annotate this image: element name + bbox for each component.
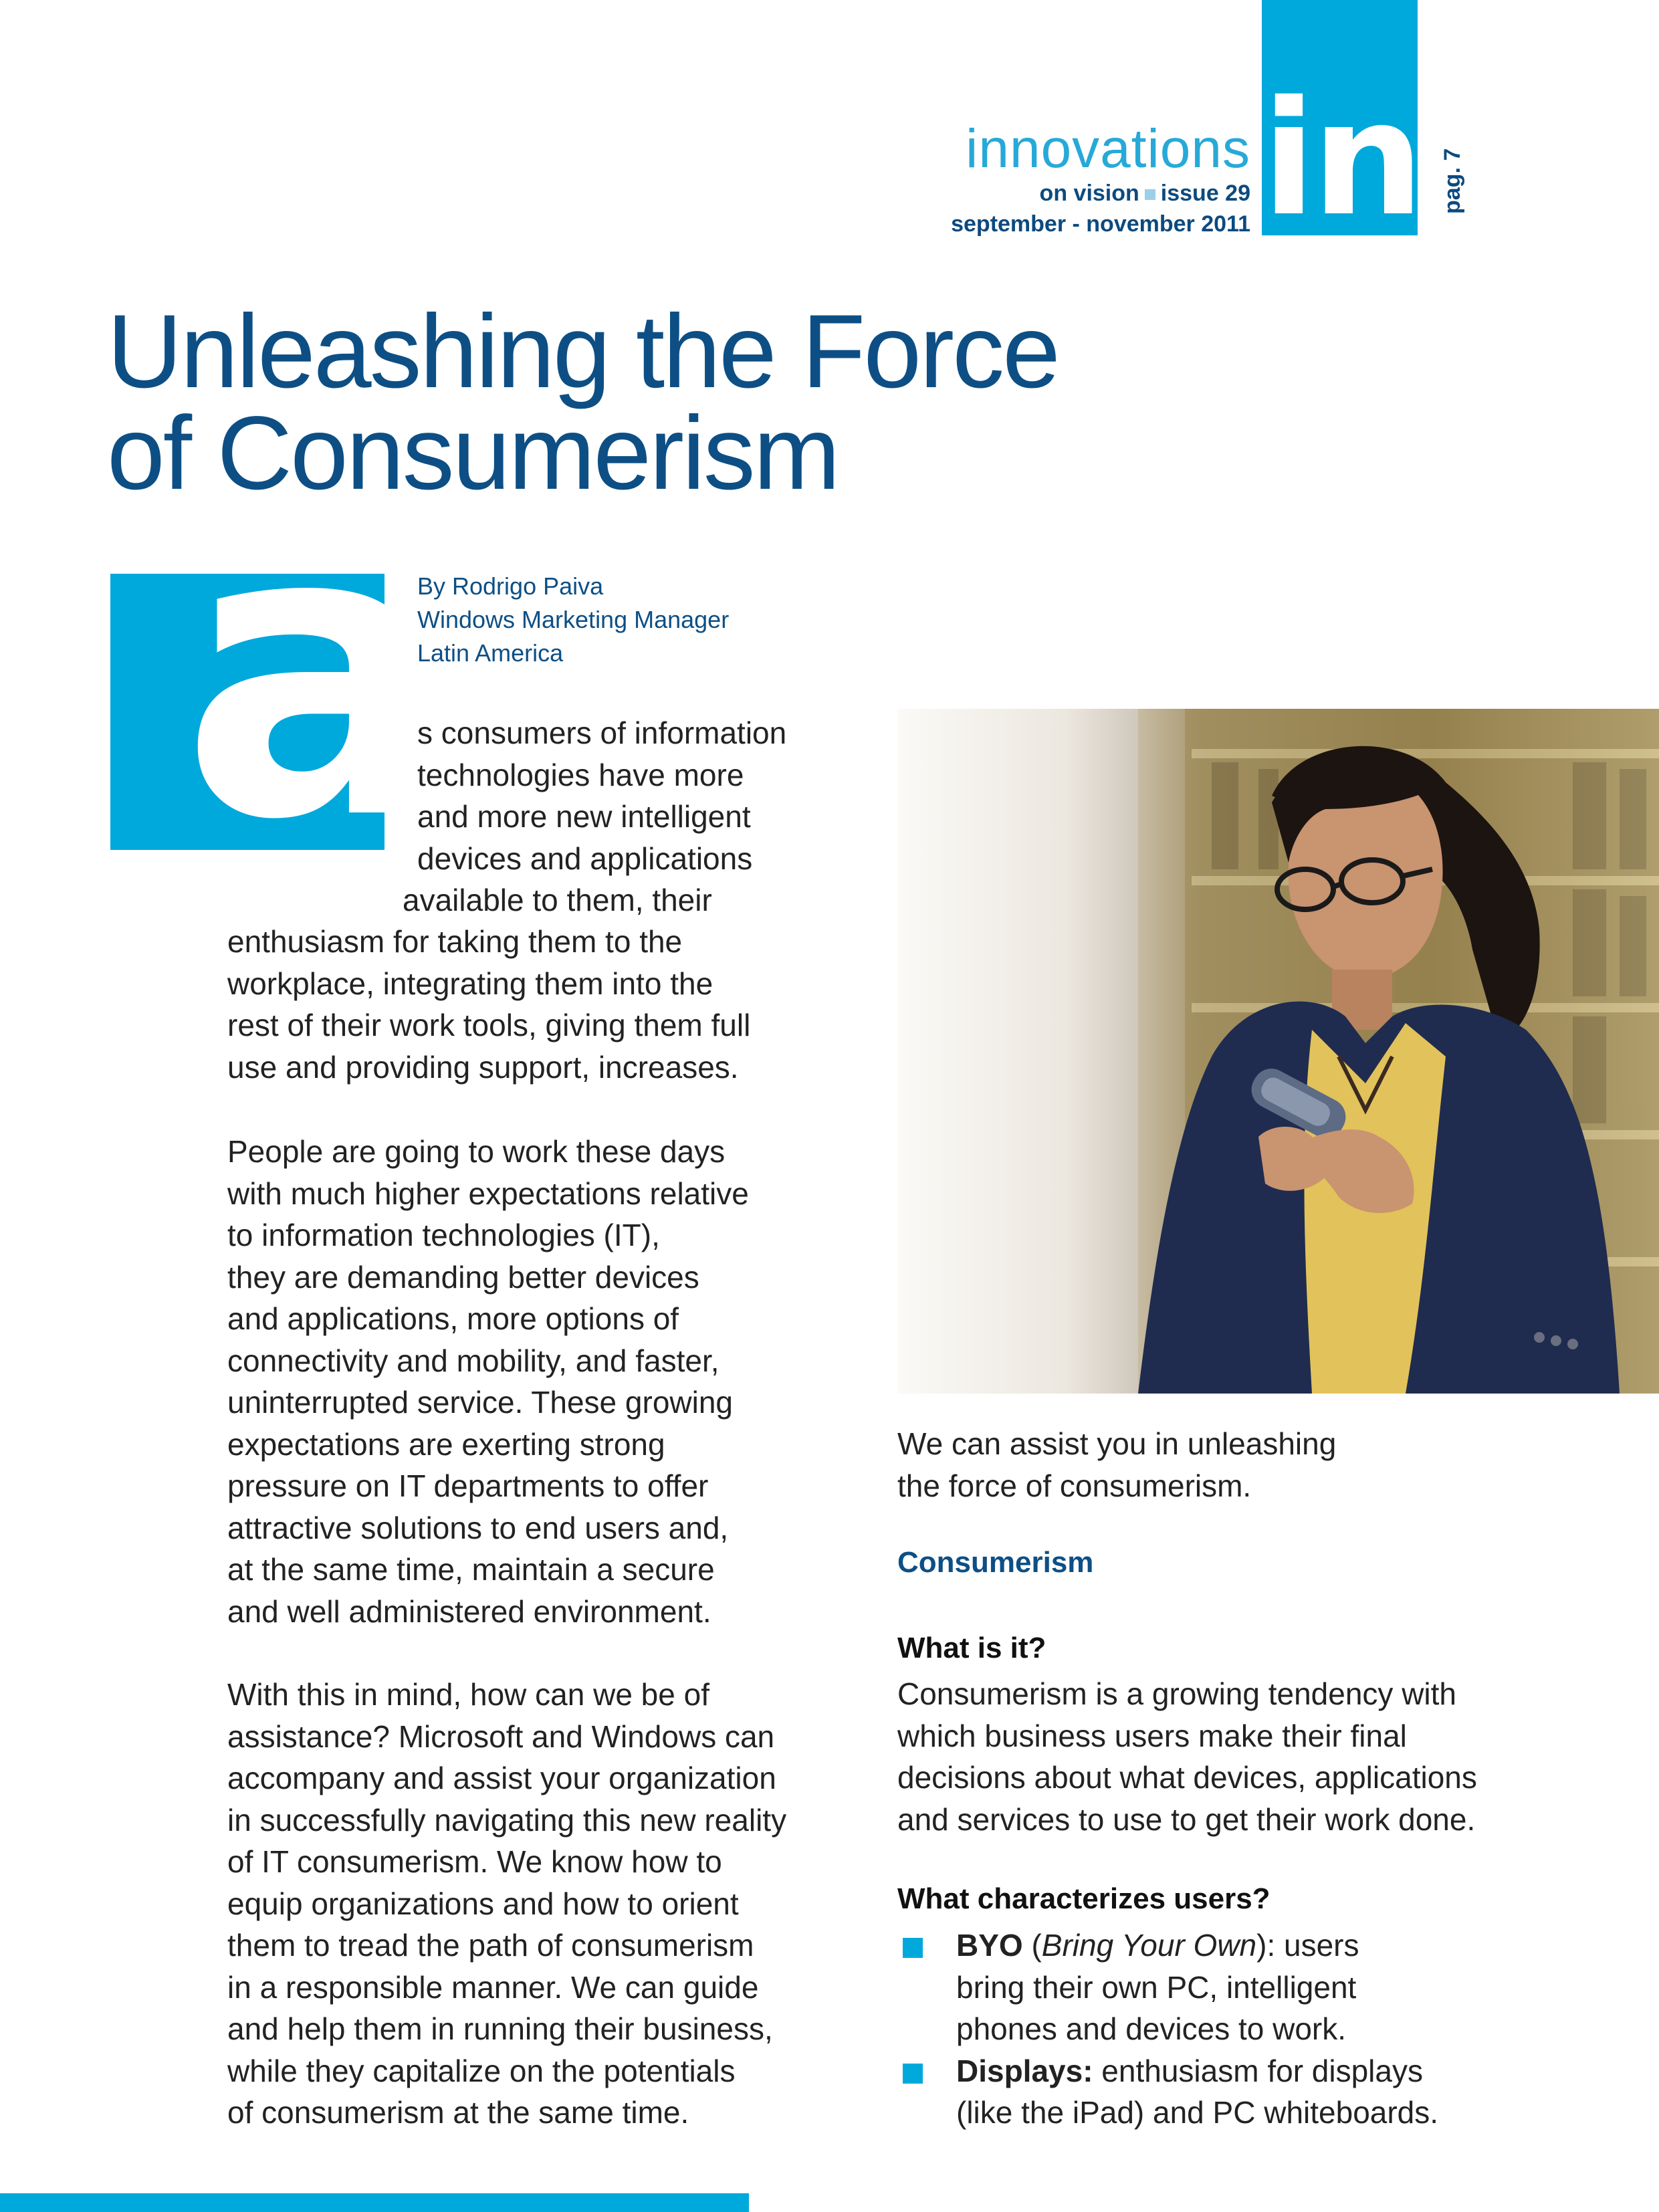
definition-paragraph: [897, 1673, 1477, 1840]
text-line: and services to use to get their work done.: [897, 1801, 1476, 1837]
text-line: workplace, integrating them into the: [227, 966, 713, 1001]
subheading-characterizes-users: What characterizes users?: [897, 1882, 1270, 1915]
bullet-italic: Bring Your Own: [1041, 1928, 1257, 1963]
byline-role: Windows Marketing Manager: [417, 606, 730, 633]
text-line: available to them, their: [403, 883, 712, 917]
bullet-text: ): users: [1256, 1928, 1359, 1963]
masthead-issue-line: on vision issue 29: [1039, 181, 1250, 206]
bullet-list: [897, 1924, 1438, 2134]
text-line: with much higher expectations relative: [227, 1176, 749, 1211]
text-line: and well administered environment.: [227, 1593, 711, 1629]
bullet-text: (: [1022, 1928, 1042, 1963]
text-line: phones and devices to work.: [956, 2011, 1347, 2046]
text-line: attractive solutions to end users and,: [227, 1510, 729, 1545]
text-line: of IT consumerism. We know how to: [227, 1844, 722, 1879]
text-line: them to tread the path of consumerism: [227, 1928, 754, 1963]
paragraph-2: [227, 1131, 749, 1632]
text-line: of consumerism at the same time.: [227, 2095, 689, 2130]
article-title-line-2: of Consumerism: [107, 395, 839, 512]
paragraph-1-indented: [417, 712, 786, 879]
text-line: uninterrupted service. These growing: [227, 1385, 734, 1420]
text-line: expectations are exerting strong: [227, 1426, 665, 1462]
masthead-logo-letters: in: [1262, 67, 1420, 251]
text-line: and more new intelligent: [417, 799, 751, 834]
text-line: they are demanding better devices: [227, 1259, 699, 1295]
text-line: [956, 1924, 1438, 1967]
text-line: technologies have more: [417, 757, 744, 792]
text-line: connectivity and mobility, and faster,: [227, 1343, 720, 1378]
text-line: We can assist you in unleashing: [897, 1426, 1337, 1461]
text-line: the force of consumerism.: [897, 1468, 1252, 1503]
bullet-square-icon: [903, 2064, 923, 2084]
bullet-item-byo: [897, 1924, 1438, 2050]
byline-author: By Rodrigo Paiva: [417, 572, 604, 600]
text-line: (like the iPad) and PC whiteboards.: [956, 2095, 1439, 2130]
bullet-term: BYO: [956, 1928, 1023, 1963]
article-photo: [897, 709, 1659, 1394]
text-line: accompany and assist your organization: [227, 1761, 776, 1795]
paragraph-1-line: [403, 879, 712, 921]
bottom-accent-rule: [0, 2193, 749, 2212]
masthead-period: september - november 2011: [951, 211, 1250, 237]
text-line: while they capitalize on the potentials: [227, 2053, 736, 2088]
dropcap-letter: a: [181, 440, 451, 907]
article-title-line-1: Unleashing the Force: [107, 294, 1059, 410]
bullet-square-icon: [903, 1938, 923, 1958]
text-line: and applications, more options of: [227, 1301, 679, 1336]
paragraph-3: [227, 1674, 786, 2134]
text-line: With this in mind, how can we be of: [227, 1677, 709, 1712]
separator-square-icon: [1145, 189, 1155, 200]
byline: [417, 570, 729, 670]
text-line: which business users make their final: [897, 1718, 1407, 1753]
text-line: rest of their work tools, giving them full: [227, 1008, 751, 1042]
text-line: People are going to work these days: [227, 1134, 726, 1169]
text-line: enthusiasm for taking them to the: [227, 924, 683, 959]
text-line: and help them in running their business,: [227, 2011, 773, 2046]
text-line: at the same time, maintain a secure: [227, 1552, 715, 1587]
byline-region: Latin America: [417, 639, 564, 667]
bullet-text: enthusiasm for displays: [1093, 2053, 1423, 2088]
photo-caption: [897, 1423, 1336, 1507]
bullet-term: Displays:: [956, 2053, 1093, 2088]
text-line: assistance? Microsoft and Windows can: [227, 1719, 775, 1754]
text-line: use and providing support, increases.: [227, 1049, 739, 1085]
text-line: s consumers of information: [417, 715, 787, 750]
text-line: to information technologies (IT),: [227, 1218, 660, 1252]
text-line: equip organizations and how to orient: [227, 1886, 739, 1921]
masthead-title: innovations: [966, 118, 1250, 179]
text-line: in a responsible manner. We can guide: [227, 1969, 759, 2005]
dropcap: [110, 440, 451, 907]
page-number: pag. 7: [1440, 148, 1465, 214]
text-line: Consumerism is a growing tendency with: [897, 1676, 1457, 1711]
paragraph-1-continued: [227, 921, 750, 1088]
subheading-what-is-it: What is it?: [897, 1632, 1046, 1664]
text-line: [956, 2050, 1438, 2092]
text-line: decisions about what devices, applications: [897, 1760, 1477, 1795]
text-line: in successfully navigating this new reality: [227, 1802, 787, 1838]
text-line: devices and applications: [417, 841, 753, 876]
text-line: pressure on IT departments to offer: [227, 1468, 709, 1503]
section-heading: Consumerism: [897, 1546, 1094, 1579]
bullet-item-displays: [897, 2050, 1438, 2134]
text-line: bring their own PC, intelligent: [956, 1969, 1357, 2005]
